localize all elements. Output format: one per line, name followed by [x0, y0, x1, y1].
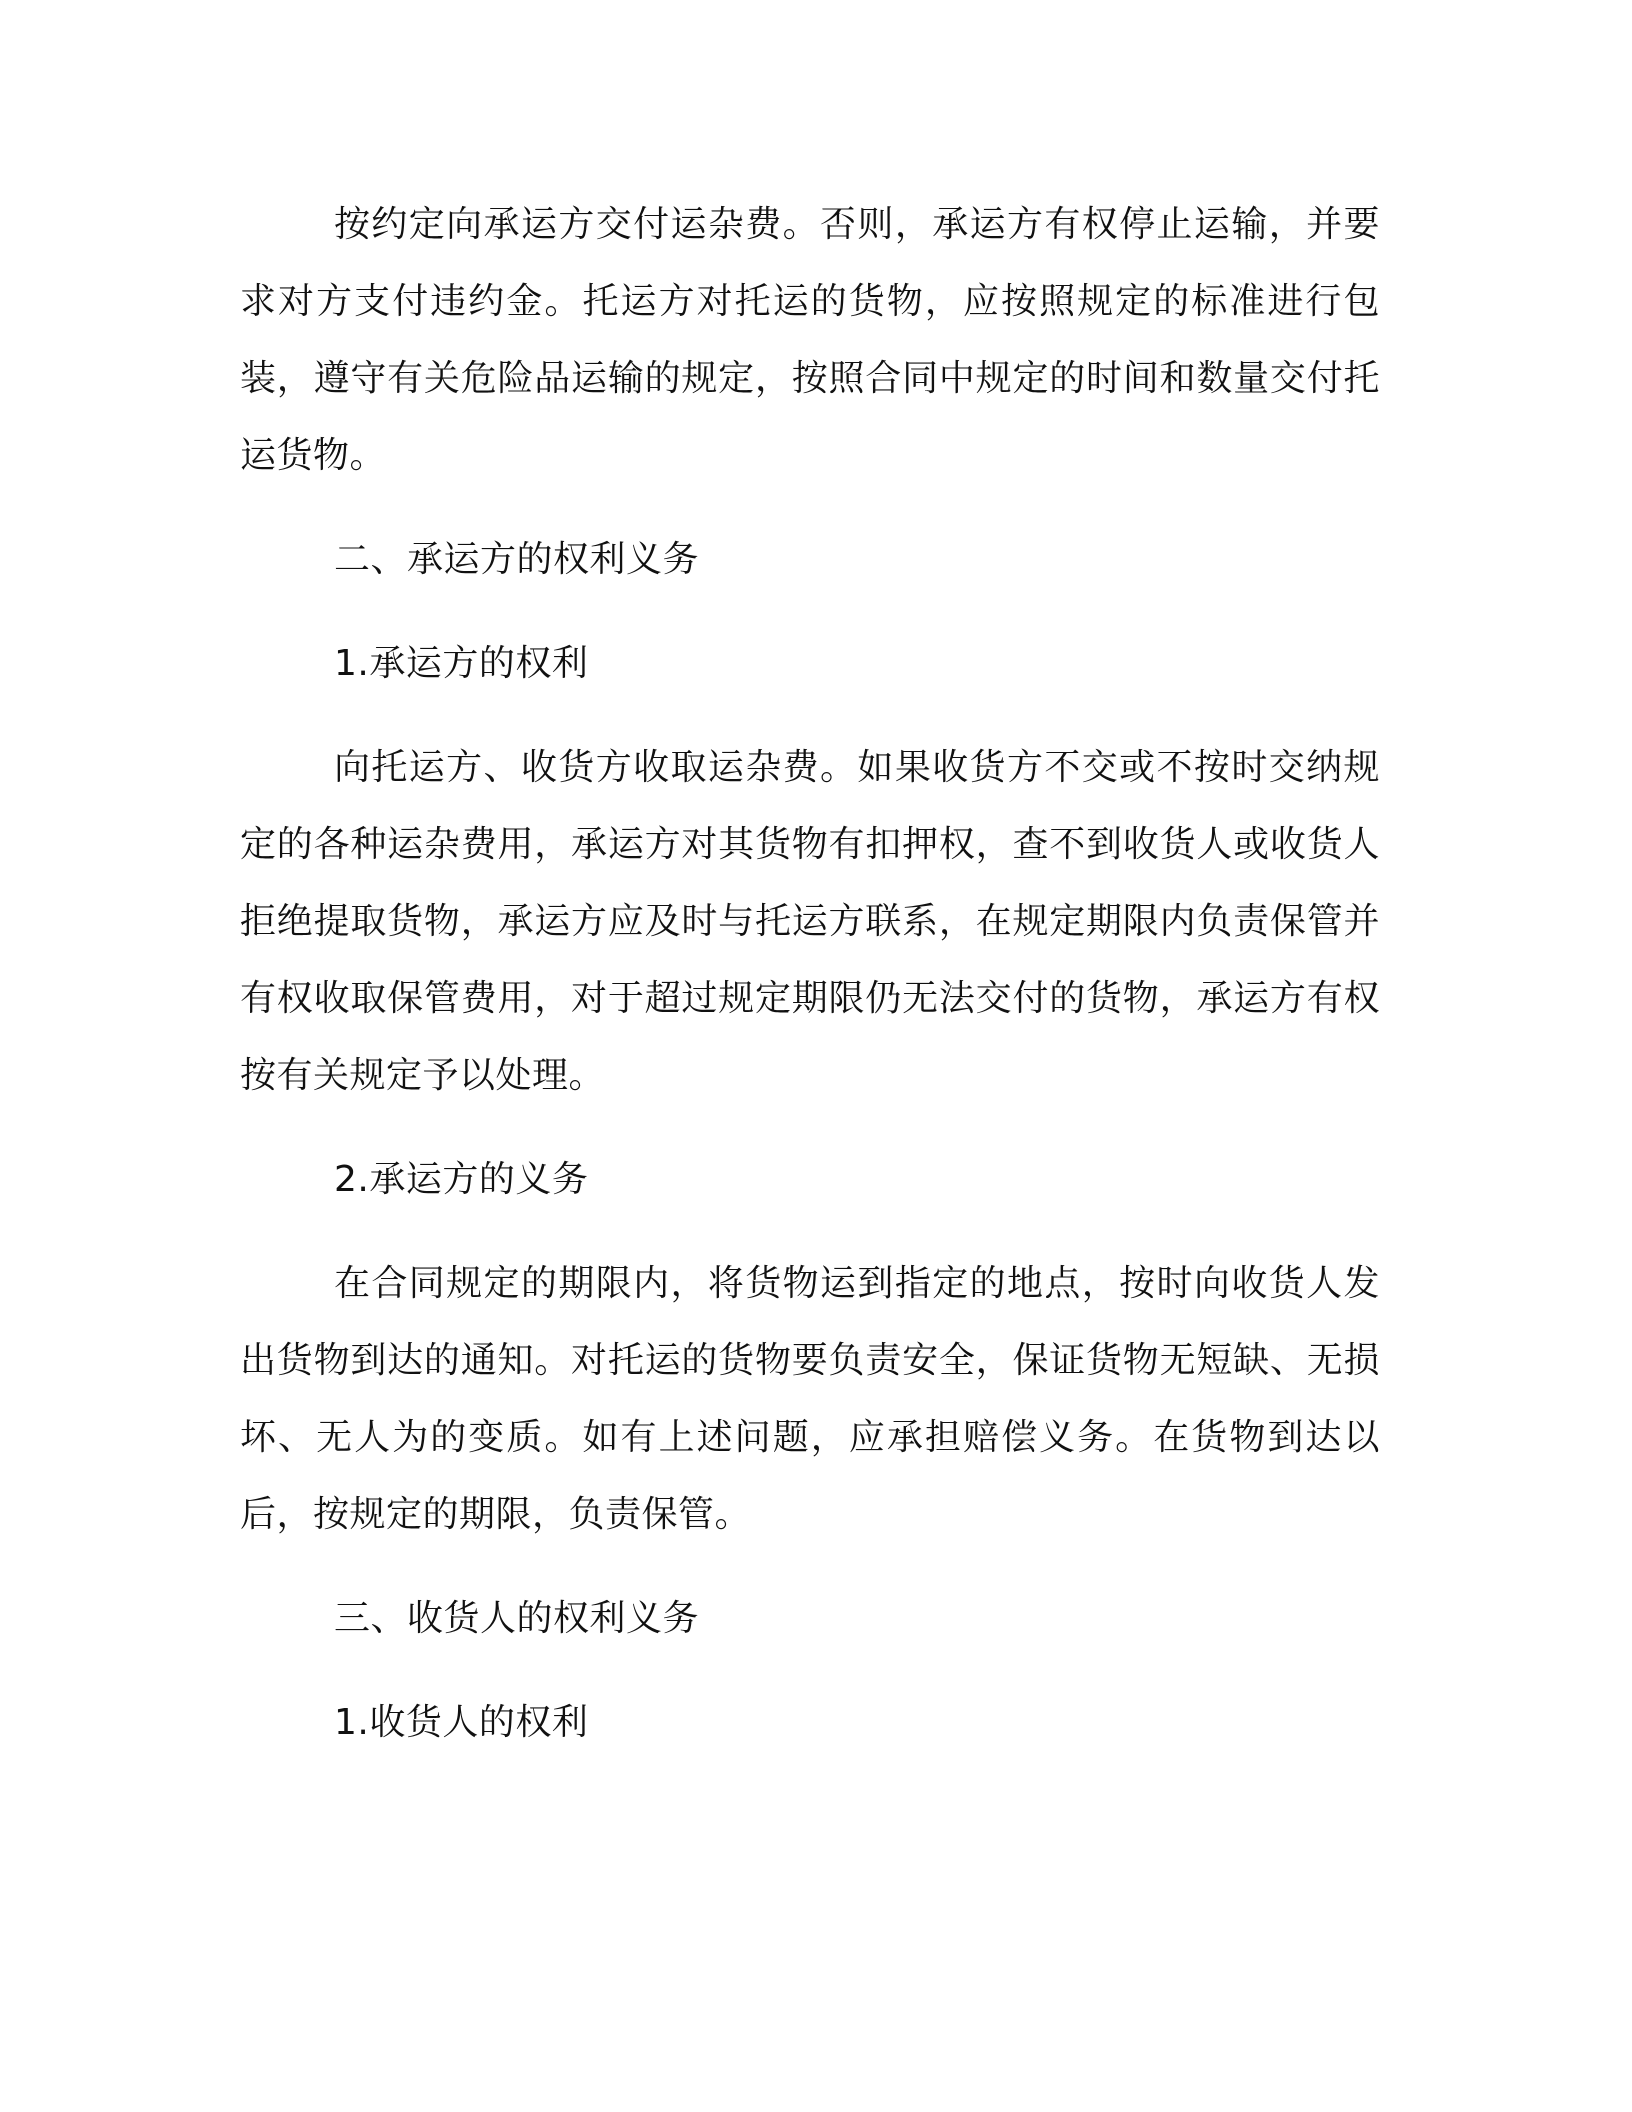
subheading-consignee-rights: 1.收货人的权利: [334, 1702, 589, 1743]
paragraph-carrier-rights: 向托运方、收货方收取运杂费。如果收货方不交或不按时交纳规定的各种运杂费用，承运方对其货物有扣押权，查不到收货人或收货人拒绝提取货物，承运方应及时与托运方联系，在规定期限内负责保管并有权收取保管费用，对于超过规定期限仍无法交付的货物，承运方有权按有关规定予以处理。: [240, 747, 1380, 1096]
paragraph-shipper-obligations: 按约定向承运方交付运杂费。否则，承运方有权停止运输，并要求对方支付违约金。托运方对托运的货物，应按照规定的标准进行包装，遵守有关危险品运输的规定，按照合同中规定的时间和数量交付托运货物。: [240, 204, 1380, 476]
section-heading-consignee-rights-obligations: 三、收货人的权利义务: [334, 1598, 700, 1639]
subheading-carrier-obligations: 2.承运方的义务: [334, 1159, 589, 1200]
section-heading-carrier-rights-obligations: 二、承运方的权利义务: [334, 539, 700, 580]
subheading-carrier-rights: 1.承运方的权利: [334, 643, 589, 684]
document-body: [240, 186, 1380, 1788]
paragraph-carrier-obligations: 在合同规定的期限内，将货物运到指定的地点，按时向收货人发出货物到达的通知。对托运的货物要负责安全，保证货物无短缺、无损坏、无人为的变质。如有上述问题，应承担赔偿义务。在货物到达以后，按规定的期限，负责保管。: [240, 1263, 1380, 1535]
